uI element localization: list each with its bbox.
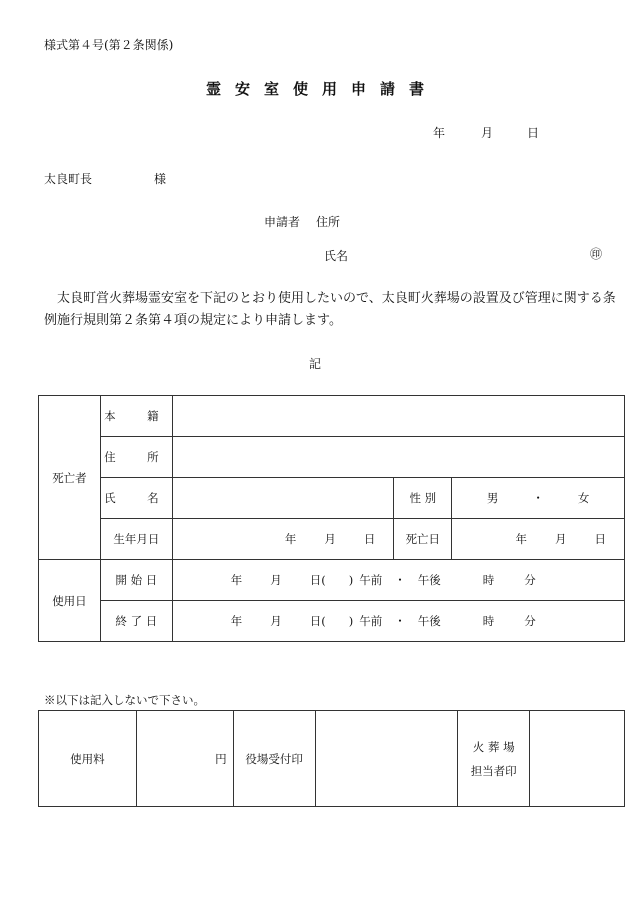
end-date-field[interactable] — [172, 601, 624, 642]
deceased-section-label: 死亡者 — [39, 396, 101, 560]
seal-mark: ㊞ — [590, 247, 603, 261]
start-minute-unit: 分 — [524, 573, 536, 587]
reception-seal-label: 役場受付印 — [233, 711, 315, 807]
end-day-weekday: 日( ) — [309, 614, 354, 628]
shimei-label: 氏 名 — [100, 478, 172, 519]
crematorium-staff-seal-field[interactable] — [530, 711, 625, 807]
office-use-table — [38, 710, 625, 807]
applicant-address-row — [264, 213, 340, 230]
crematorium-label-line1: 火 葬 場 — [472, 739, 515, 754]
jusho-field[interactable] — [172, 437, 624, 478]
start-date-field[interactable] — [172, 560, 624, 601]
form-number: 様式第４号(第２条関係) — [44, 38, 174, 52]
shimei-field[interactable] — [172, 478, 394, 519]
applicant-label: 申請者 — [264, 215, 301, 229]
death-date-field[interactable] — [452, 519, 625, 560]
addressee — [44, 170, 166, 187]
addressee-name: 太良町長 — [44, 172, 93, 186]
fee-field[interactable] — [136, 711, 233, 807]
start-pm-option[interactable]: 午後 — [417, 573, 441, 587]
seibetsu-field[interactable] — [452, 478, 625, 519]
addressee-honorific: 様 — [154, 172, 167, 186]
date-year-label: 年 — [433, 126, 446, 140]
yen-unit: 円 — [215, 751, 227, 766]
end-ampm-separator: ・ — [394, 614, 406, 628]
death-date-label: 死亡日 — [394, 519, 452, 560]
male-option[interactable]: 男 — [486, 491, 499, 505]
death-year-unit: 年 — [515, 532, 527, 546]
usage-section-label: 使用日 — [39, 560, 101, 642]
seibetsu-label: 性 別 — [394, 478, 452, 519]
birth-month-unit: 月 — [324, 532, 336, 546]
end-month-unit: 月 — [270, 614, 282, 628]
deceased-usage-table — [38, 395, 625, 642]
end-minute-unit: 分 — [524, 614, 536, 628]
death-day-unit: 日 — [594, 532, 606, 546]
office-use-note: ※以下は記入しないで下さい。 — [44, 693, 205, 707]
start-date-label: 開 始 日 — [100, 560, 172, 601]
date-day-label: 日 — [527, 126, 540, 140]
honseki-field[interactable] — [172, 396, 624, 437]
gender-separator: ・ — [532, 491, 544, 505]
start-month-unit: 月 — [270, 573, 282, 587]
honseki-label: 本 籍 — [100, 396, 172, 437]
birth-day-unit: 日 — [363, 532, 376, 546]
crematorium-label-line2: 担当者印 — [470, 763, 517, 778]
start-ampm-separator: ・ — [394, 573, 406, 587]
birth-date-field[interactable] — [172, 519, 394, 560]
application-date — [433, 124, 539, 141]
reception-seal-field[interactable] — [315, 711, 458, 807]
birth-date-label: 生年月日 — [100, 519, 172, 560]
end-date-label: 終 了 日 — [100, 601, 172, 642]
start-day-weekday: 日( ) — [309, 573, 354, 587]
application-statement: 太良町営火葬場霊安室を下記のとおり使用したいので、太良町火葬場の設置及び管理に関する条例施行規則第２条第４項の規定により申請します。 — [44, 291, 616, 328]
end-hour-unit: 時 — [482, 614, 495, 628]
start-hour-unit: 時 — [482, 573, 495, 587]
end-am-option[interactable]: 午前 — [359, 614, 383, 628]
date-month-label: 月 — [481, 126, 494, 140]
applicant-address-label: 住所 — [316, 215, 341, 229]
death-month-unit: 月 — [555, 532, 567, 546]
birth-year-unit: 年 — [284, 532, 297, 546]
crematorium-staff-seal-label — [458, 711, 530, 807]
ki-heading: 記 — [308, 357, 321, 371]
jusho-label: 住 所 — [100, 437, 172, 478]
document-title: 霊安室使用申請書 — [205, 80, 438, 98]
female-option[interactable]: 女 — [577, 491, 590, 505]
fee-label: 使用料 — [39, 711, 137, 807]
end-year-unit: 年 — [230, 614, 243, 628]
start-year-unit: 年 — [230, 573, 243, 587]
end-pm-option[interactable]: 午後 — [417, 614, 441, 628]
start-am-option[interactable]: 午前 — [359, 573, 383, 587]
applicant-name-label: 氏名 — [324, 249, 349, 263]
